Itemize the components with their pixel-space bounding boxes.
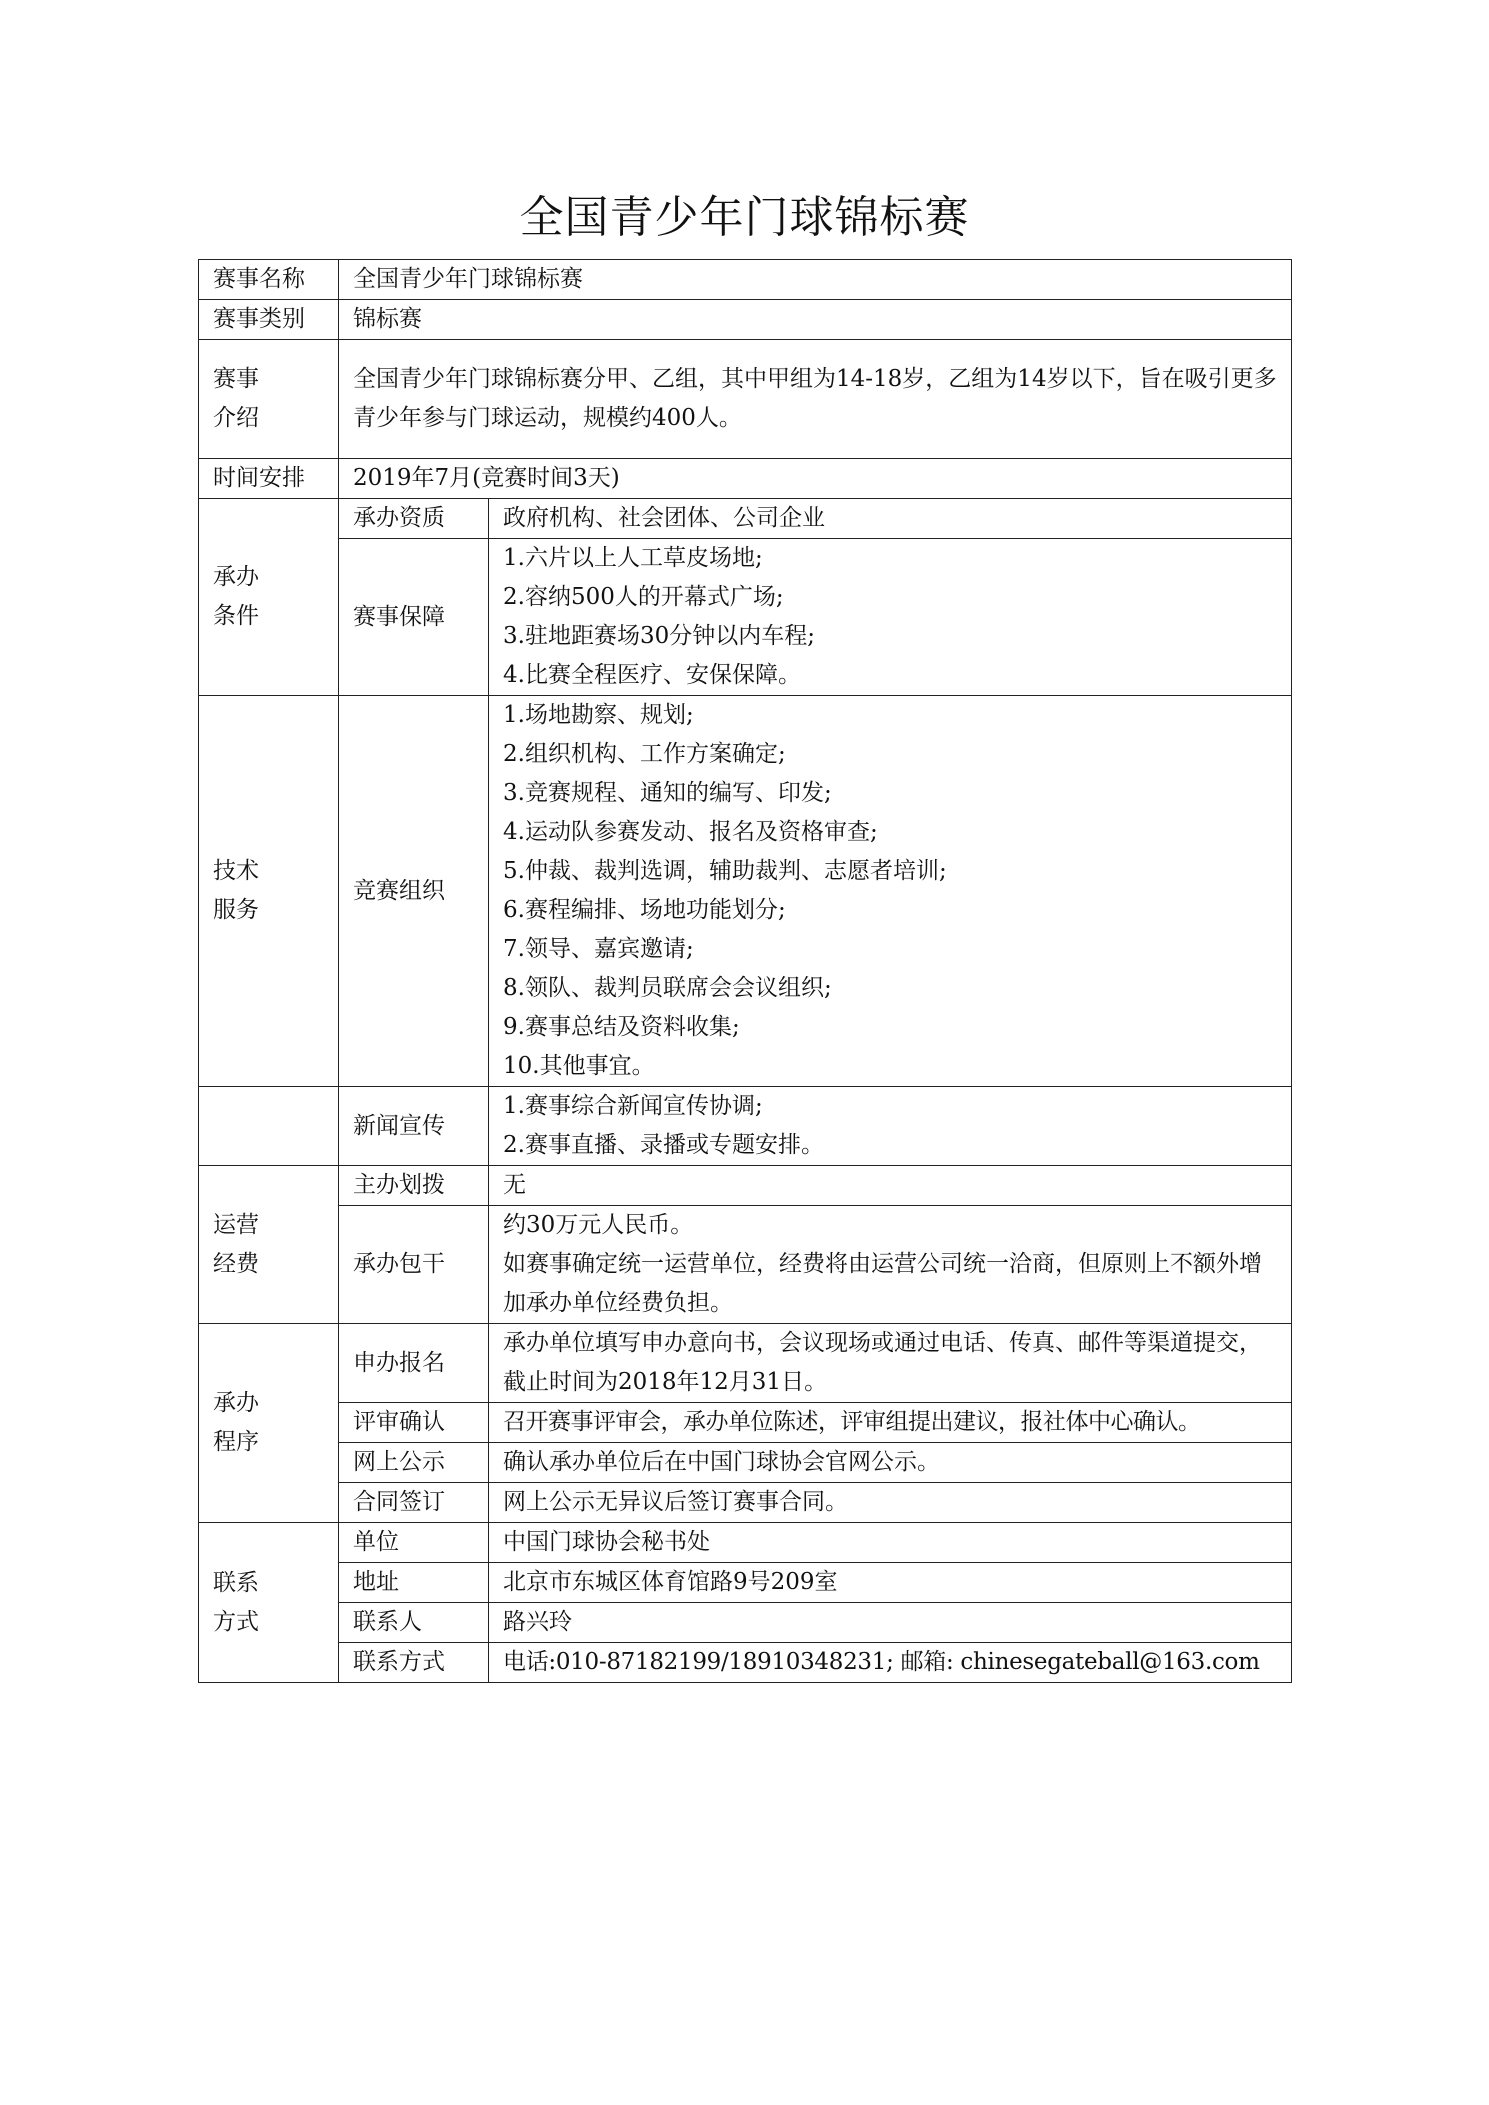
- guarantee-item: 2.容纳500人的开幕式广场;: [503, 584, 784, 610]
- row-application: [199, 1324, 1292, 1403]
- row-contract: [199, 1483, 1292, 1523]
- contact-label: [199, 1523, 339, 1683]
- unit-value: 中国门球协会秘书处: [489, 1523, 1292, 1563]
- schedule-label: 时间安排: [199, 459, 339, 499]
- row-host-funding: [199, 1206, 1292, 1324]
- press-label: 新闻宣传: [339, 1087, 489, 1166]
- competition-item: 1.场地勘察、规划;: [503, 702, 694, 728]
- row-organizer-funding: [199, 1166, 1292, 1206]
- competition-item: 7.领导、嘉宾邀请;: [503, 936, 694, 962]
- schedule-value: 2019年7月(竞赛时间3天): [339, 459, 1292, 499]
- event-info-table: [198, 259, 1292, 1683]
- guarantee-item: 3.驻地距赛场30分钟以内车程;: [503, 623, 815, 649]
- competition-item: 4.运动队参赛发动、报名及资格审查;: [503, 819, 878, 845]
- event-name-value: 全国青少年门球锦标赛: [339, 260, 1292, 300]
- event-intro-label-line: 介绍: [213, 405, 259, 431]
- hosting-conditions-label-line: 条件: [213, 603, 259, 629]
- competition-item: 8.领队、裁判员联席会会议组织;: [503, 975, 832, 1001]
- row-contact-method: [199, 1643, 1292, 1683]
- row-event-guarantee: [199, 539, 1292, 696]
- contract-value: 网上公示无异议后签订赛事合同。: [489, 1483, 1292, 1523]
- event-intro-label-line: 赛事: [213, 366, 259, 392]
- contact-label-line: 联系: [213, 1569, 259, 1596]
- address-label: 地址: [339, 1563, 489, 1603]
- press-list: [489, 1087, 1292, 1166]
- row-publicity: [199, 1443, 1292, 1483]
- host-funding-label: 承办包干: [339, 1206, 489, 1324]
- hosting-procedure-label-line: 承办: [213, 1390, 259, 1416]
- guarantee-item: 1.六片以上人工草皮场地;: [503, 545, 763, 571]
- press-item: 1.赛事综合新闻宣传协调;: [503, 1093, 763, 1119]
- technical-services-label-line: 技术: [213, 858, 259, 884]
- method-label: 联系方式: [339, 1643, 489, 1683]
- publicity-value: 确认承办单位后在中国门球协会官网公示。: [489, 1443, 1292, 1483]
- event-intro-value: 全国青少年门球锦标赛分甲、乙组，其中甲组为14-18岁，乙组为14岁以下，旨在吸引更多青少年参与门球运动，规模约400人。: [339, 340, 1292, 459]
- row-schedule: [199, 459, 1292, 499]
- row-event-category: [199, 300, 1292, 340]
- competition-item: 2.组织机构、工作方案确定;: [503, 741, 786, 767]
- page-title: 全国青少年门球锦标赛: [519, 192, 970, 243]
- hosting-procedure-label: [199, 1324, 339, 1523]
- event-name-label: 赛事名称: [199, 260, 339, 300]
- operating-funds-label: [199, 1166, 339, 1324]
- hosting-conditions-label: [199, 499, 339, 696]
- row-event-intro: [199, 340, 1292, 459]
- row-contact-unit: [199, 1523, 1292, 1563]
- row-review: [199, 1403, 1292, 1443]
- technical-services-label: [199, 696, 339, 1087]
- event-intro-label: [199, 340, 339, 459]
- press-empty-cell: [199, 1087, 339, 1166]
- guarantee-list: [489, 539, 1292, 696]
- row-competition-organization: [199, 696, 1292, 1087]
- guarantee-label: 赛事保障: [339, 539, 489, 696]
- person-value: 路兴玲: [489, 1603, 1292, 1643]
- row-hosting-qualification: [199, 499, 1292, 539]
- qualification-value: 政府机构、社会团体、公司企业: [489, 499, 1292, 539]
- host-funding-item: 约30万元人民币。: [503, 1212, 694, 1238]
- technical-services-label-line: 服务: [213, 897, 259, 923]
- application-value: 承办单位填写申办意向书，会议现场或通过电话、传真、邮件等渠道提交，截止时间为2018年12月31日。: [489, 1324, 1292, 1403]
- guarantee-item: 4.比赛全程医疗、安保保障。: [503, 662, 801, 688]
- organizer-funding-label: 主办划拨: [339, 1166, 489, 1206]
- review-value: 召开赛事评审会，承办单位陈述，评审组提出建议，报社体中心确认。: [489, 1403, 1292, 1443]
- method-value: 电话:010-87182199/18910348231; 邮箱: chinesegateball@163.com: [489, 1643, 1292, 1683]
- competition-item: 9.赛事总结及资料收集;: [503, 1014, 740, 1040]
- publicity-label: 网上公示: [339, 1443, 489, 1483]
- hosting-conditions-label-line: 承办: [213, 564, 259, 590]
- contract-label: 合同签订: [339, 1483, 489, 1523]
- row-contact-person: [199, 1603, 1292, 1643]
- competition-list: [489, 696, 1292, 1087]
- address-value: 北京市东城区体育馆路9号209室: [489, 1563, 1292, 1603]
- unit-label: 单位: [339, 1523, 489, 1563]
- host-funding-item: 如赛事确定统一运营单位，经费将由运营公司统一洽商，但原则上不额外增加承办单位经费负担。: [503, 1251, 1262, 1316]
- hosting-procedure-label-line: 程序: [213, 1429, 259, 1455]
- operating-funds-label-line: 运营: [213, 1211, 259, 1238]
- event-category-value: 锦标赛: [339, 300, 1292, 340]
- row-contact-address: [199, 1563, 1292, 1603]
- competition-item: 10.其他事宜。: [503, 1053, 655, 1079]
- review-label: 评审确认: [339, 1403, 489, 1443]
- press-item: 2.赛事直播、录播或专题安排。: [503, 1132, 824, 1158]
- host-funding-value: [489, 1206, 1292, 1324]
- person-label: 联系人: [339, 1603, 489, 1643]
- competition-label: 竞赛组织: [339, 696, 489, 1087]
- qualification-label: 承办资质: [339, 499, 489, 539]
- competition-item: 5.仲裁、裁判选调，辅助裁判、志愿者培训;: [503, 858, 947, 884]
- row-event-name: [199, 260, 1292, 300]
- competition-item: 6.赛程编排、场地功能划分;: [503, 897, 786, 923]
- event-category-label: 赛事类别: [199, 300, 339, 340]
- competition-item: 3.竞赛规程、通知的编写、印发;: [503, 780, 832, 806]
- operating-funds-label-line: 经费: [213, 1250, 259, 1277]
- contact-label-line: 方式: [213, 1608, 259, 1635]
- application-label: 申办报名: [339, 1324, 489, 1403]
- organizer-funding-value: 无: [489, 1166, 1292, 1206]
- row-press: [199, 1087, 1292, 1166]
